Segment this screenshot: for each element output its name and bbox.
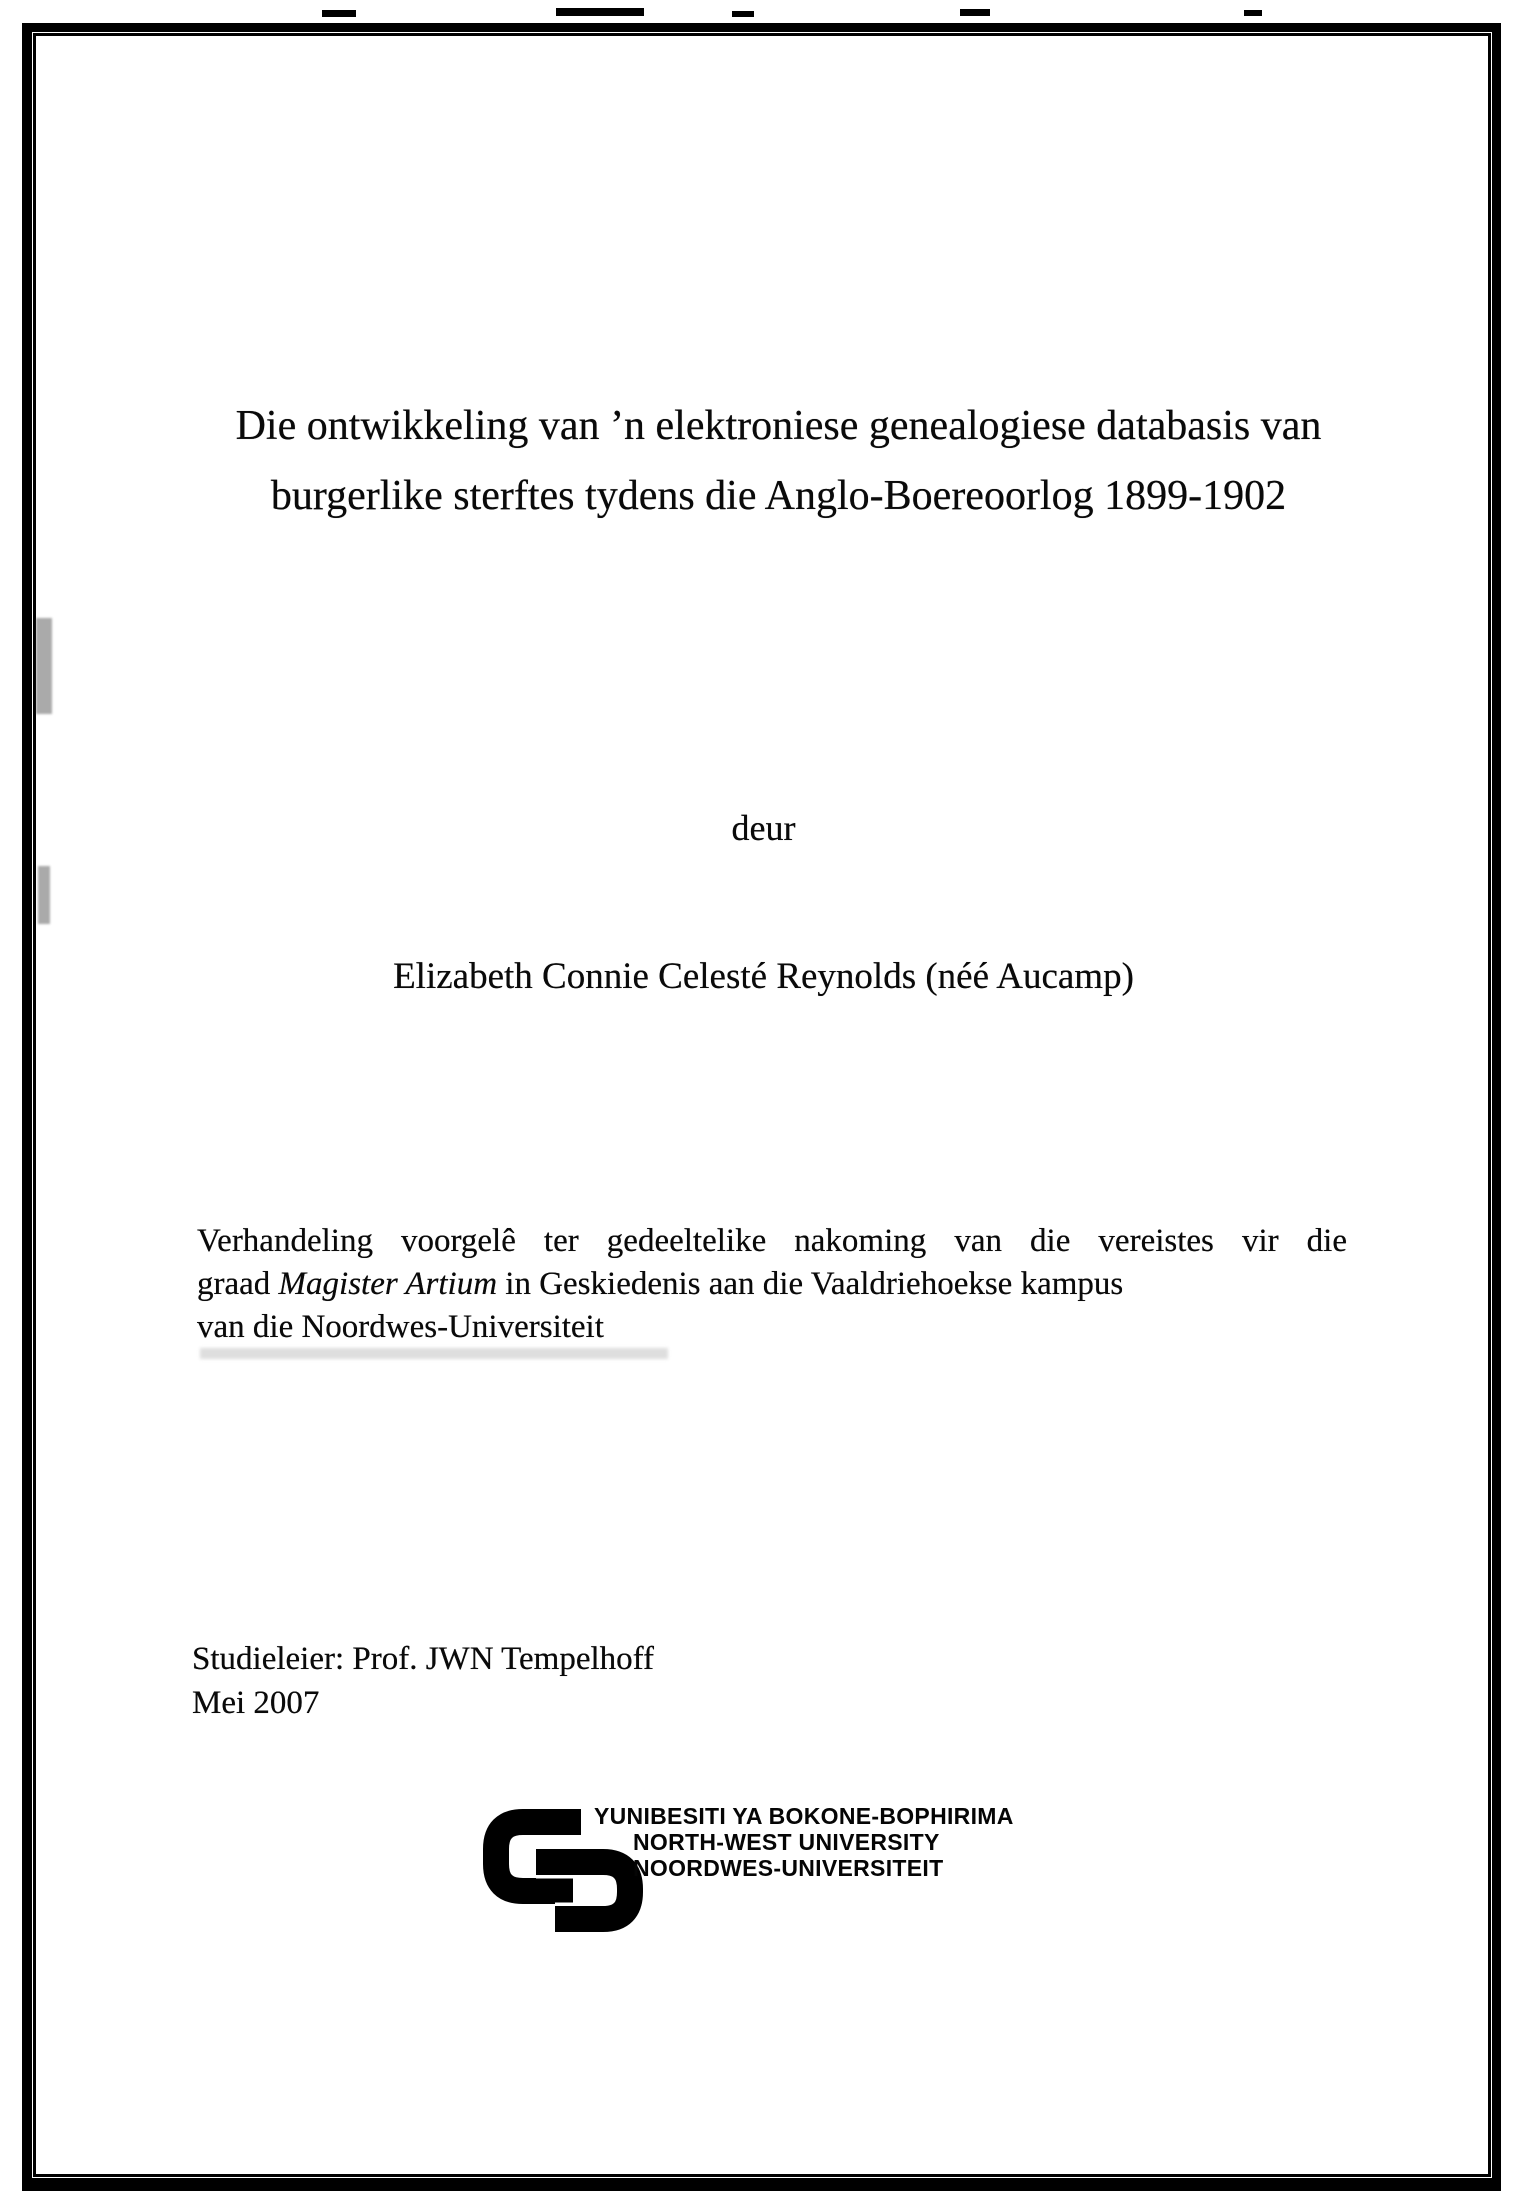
statement-line-2 [197,1263,1347,1306]
scan-artifact [36,618,52,714]
statement-line-2-suffix: in Geskiedenis aan die Vaaldriehoekse kampus [497,1266,1124,1302]
logo-text-block [594,1803,1014,1881]
scan-artifact [38,866,50,924]
statement-line-3: van die Noordwes-Universiteit [197,1309,604,1345]
scan-artifact [322,10,356,17]
author-name: Elizabeth Connie Celesté Reynolds (néé Aucamp) [393,956,1134,997]
supervisor-name: Studieleier: Prof. JWN Tempelhoff [192,1641,655,1677]
logo-english-name: NORTH-WEST UNIVERSITY [633,1829,940,1855]
title-line-1: Die ontwikkeling van ’n elektroniese genealogiese databasis van [235,403,1322,449]
byline: deur [731,808,796,848]
university-logo [481,1800,1081,1960]
scan-artifact [732,11,754,17]
submission-statement [197,1220,1347,1349]
scan-artifact [556,8,644,16]
statement-line-2-prefix: graad [197,1266,279,1302]
degree-name: Magister Artium [278,1266,498,1302]
scan-artifact [200,1348,668,1359]
logo-afrikaans-name: NOORDWES-UNIVERSITEIT [633,1855,944,1881]
thesis-title [110,391,1447,531]
title-line-2: burgerlike sterftes tydens die Anglo-Boereoorlog 1899-1902 [270,473,1287,519]
logo-setswana-name: YUNIBESITI YA BOKONE-BOPHIRIMA [594,1803,1014,1829]
scan-artifact [1244,10,1262,16]
supervisor-block [192,1637,654,1725]
submission-date: Mei 2007 [192,1685,320,1721]
statement-line-1: Verhandeling voorgelê ter gedeeltelike nakoming van die vereistes vir die [197,1223,1347,1259]
scan-artifact [960,9,990,16]
